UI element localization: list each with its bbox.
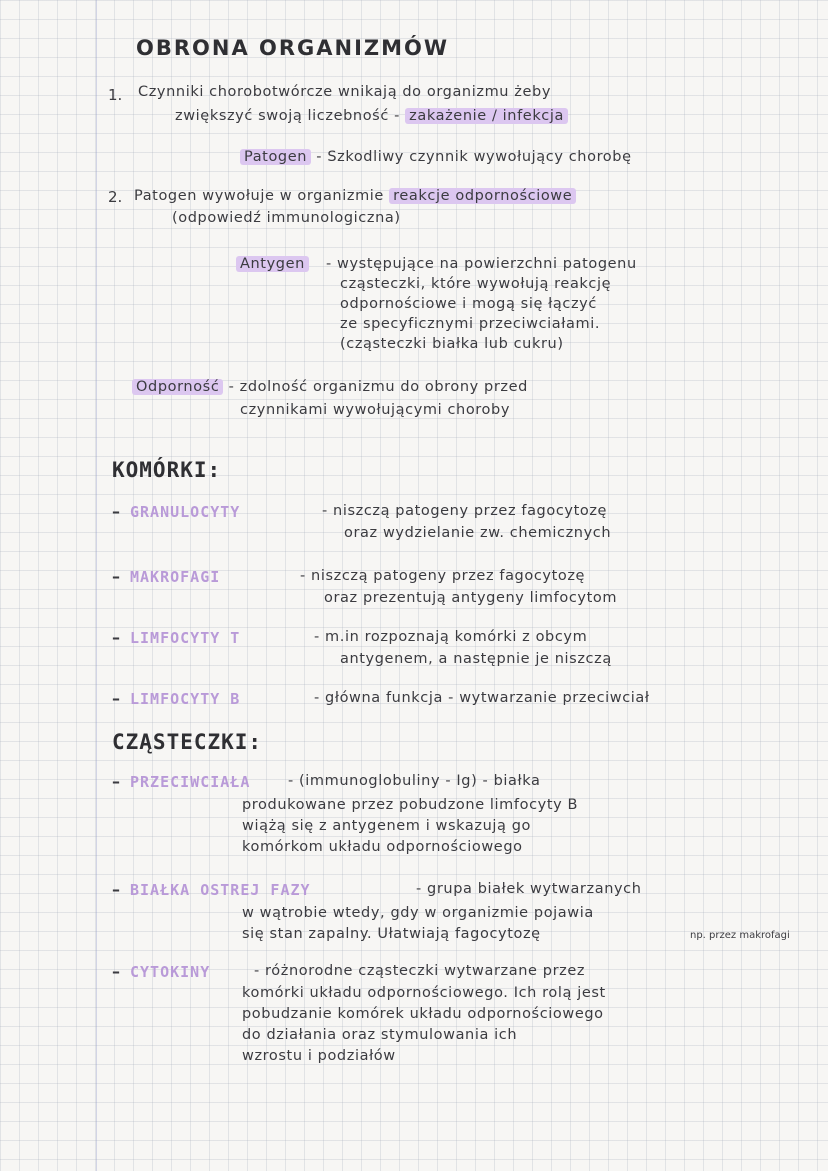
antygen-line-2: cząsteczki, które wywołują reakcję	[340, 276, 612, 292]
antygen-line-5: (cząsteczki białka lub cukru)	[340, 336, 564, 352]
list-dash: –	[112, 689, 120, 708]
infection-highlight: zakażenie / infekcja	[405, 108, 568, 124]
limfocyty-b-term: LIMFOCYTY B	[130, 690, 241, 708]
komorki-heading: KOMÓRKI:	[112, 458, 222, 482]
point-2-line-1	[134, 188, 576, 204]
point-2-line-1-text: Patogen wywołuje w organizmie	[134, 188, 384, 204]
list-dash: –	[112, 772, 120, 791]
antygen-term-highlight: Antygen	[236, 256, 309, 272]
list-dash: –	[112, 962, 120, 981]
list-dash: –	[112, 567, 120, 586]
czasteczki-heading: CZĄSTECZKI:	[112, 730, 263, 754]
bialka-ostrej-fazy-line-1: - grupa białek wytwarzanych	[416, 881, 642, 897]
cytokiny-line-3: pobudzanie komórek układu odpornościowego	[242, 1006, 604, 1022]
granulocyty-line-2: oraz wydzielanie zw. chemicznych	[344, 525, 612, 541]
list-dash: –	[112, 628, 120, 647]
bialka-ostrej-fazy-term: BIAŁKA OSTREJ FAZY	[130, 881, 311, 899]
przeciwciala-term: PRZECIWCIAŁA	[130, 773, 251, 791]
makrofagi-line-2: oraz prezentują antygeny limfocytom	[324, 590, 618, 606]
patogen-definition	[240, 149, 632, 165]
point-1-number: 1.	[108, 86, 123, 104]
antygen-term	[236, 256, 309, 272]
antygen-line-3: odpornościowe i mogą się łączyć	[340, 296, 597, 312]
immune-reaction-highlight: reakcje odpornościowe	[389, 188, 576, 204]
limfocyty-t-line-1: - m.in rozpoznają komórki z obcym	[314, 629, 588, 645]
cytokiny-line-4: do działania oraz stymulowania ich	[242, 1027, 518, 1043]
limfocyty-t-line-2: antygenem, a następnie je niszczą	[340, 651, 612, 667]
list-dash: –	[112, 502, 120, 521]
point-1-line-1: Czynniki chorobotwórcze wnikają do organizmu żeby	[138, 84, 552, 100]
przeciwciala-line-3: wiążą się z antygenem i wskazują go	[242, 818, 532, 834]
odpornosc-line-1	[132, 379, 528, 395]
patogen-term: Patogen	[240, 149, 311, 165]
granulocyty-line-1: - niszczą patogeny przez fagocytozę	[322, 503, 608, 519]
cytokiny-term: CYTOKINY	[130, 963, 211, 981]
list-dash: –	[112, 880, 120, 899]
limfocyty-t-term: LIMFOCYTY T	[130, 629, 241, 647]
point-1-line-2	[175, 108, 568, 124]
point-2-number: 2.	[108, 188, 123, 206]
cytokiny-line-1: - różnorodne cząsteczki wytwarzane przez	[254, 963, 586, 979]
odpornosc-text: - zdolność organizmu do obrony przed	[228, 379, 528, 395]
przeciwciala-line-1: - (immunoglobuliny - Ig) - białka	[288, 773, 541, 789]
odpornosc-term: Odporność	[132, 379, 223, 395]
cytokiny-line-2: komórki układu odpornościowego. Ich rolą jest	[242, 985, 606, 1001]
granulocyty-term: GRANULOCYTY	[130, 503, 241, 521]
bialka-ostrej-fazy-note: np. przez makrofagi	[690, 930, 790, 941]
antygen-line-1: - występujące na powierzchni patogenu	[326, 256, 637, 272]
cytokiny-line-5: wzrostu i podziałów	[242, 1048, 396, 1064]
page-title: OBRONA ORGANIZMÓW	[136, 36, 450, 60]
bialka-ostrej-fazy-line-2: w wątrobie wtedy, gdy w organizmie pojawia	[242, 905, 594, 921]
point-2-line-2: (odpowiedź immunologiczna)	[172, 210, 401, 226]
przeciwciala-line-2: produkowane przez pobudzone limfocyty B	[242, 797, 579, 813]
point-1-line-2-text: zwiększyć swoją liczebność -	[175, 108, 400, 124]
antygen-line-4: ze specyficznymi przeciwciałami.	[340, 316, 601, 332]
przeciwciala-line-4: komórkom układu odpornościowego	[242, 839, 523, 855]
makrofagi-line-1: - niszczą patogeny przez fagocytozę	[300, 568, 586, 584]
patogen-text: - Szkodliwy czynnik wywołujący chorobę	[316, 149, 632, 165]
limfocyty-b-line-1: - główna funkcja - wytwarzanie przeciwciał	[314, 690, 650, 706]
bialka-ostrej-fazy-line-3: się stan zapalny. Ułatwiają fagocytozę	[242, 926, 541, 942]
makrofagi-term: MAKROFAGI	[130, 568, 221, 586]
notebook-margin-line	[96, 0, 97, 1171]
odpornosc-line-2: czynnikami wywołującymi choroby	[240, 402, 511, 418]
